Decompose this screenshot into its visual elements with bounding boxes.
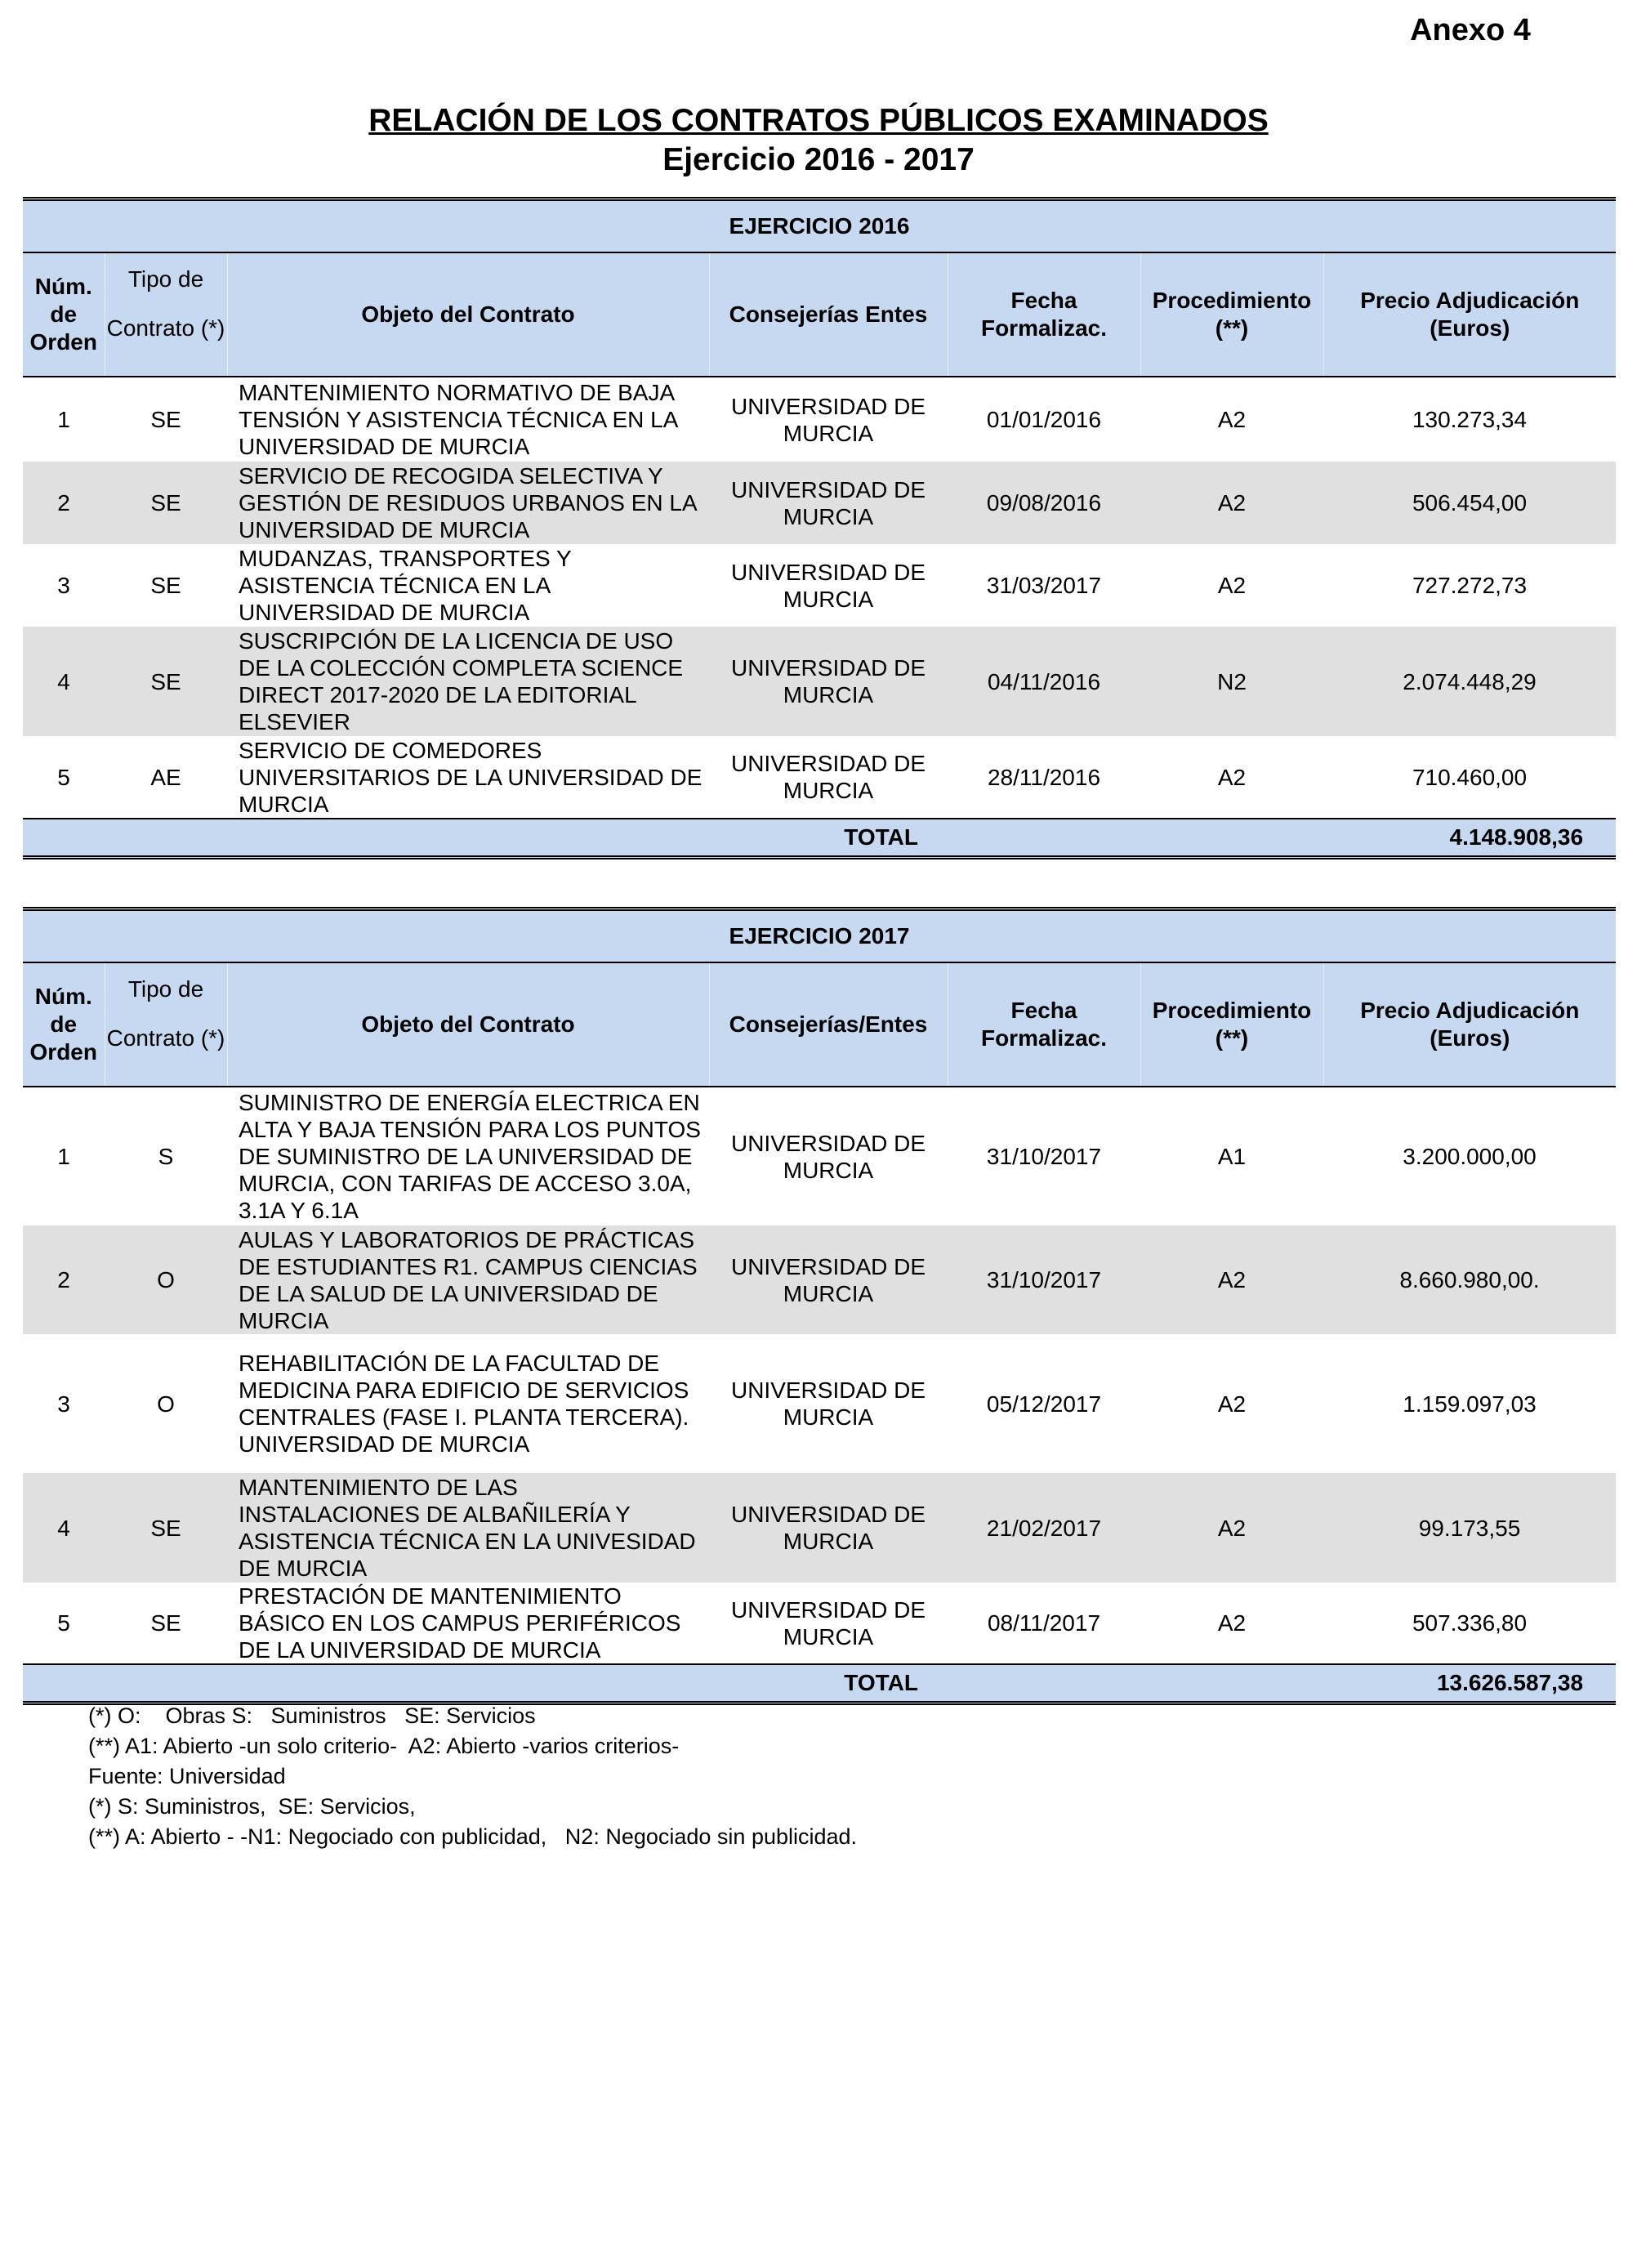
footnote: (**) A1: Abierto -un solo criterio- A2: Abierto -varios criterios- [88,1734,680,1758]
cell-fecha: 08/11/2017 [987,1610,1101,1636]
cell-proc: A2 [1217,1610,1247,1636]
cell-ente: UNIVERSIDAD DE MURCIA [709,1473,948,1583]
header-tipo [105,962,227,1087]
header-tipo-a: Tipo de [127,976,204,1002]
cell-num: 3 [57,1391,70,1417]
page-subtitle: Ejercicio 2016 - 2017 [662,142,975,177]
header-row [23,962,1616,1087]
cell-num: 2 [23,1226,105,1334]
table-row [23,462,1616,544]
cell-objeto: AULAS Y LABORATORIOS DE PRÁCTICAS DE ESTUDIANTES R1. CAMPUS CIENCIAS DE LA SALUD DE LA UNIVERSIDAD DE MURCIA [227,1226,709,1334]
cell-tipo: SE [150,573,181,598]
table-row [23,1087,1616,1226]
table-row [23,544,1616,627]
total-row [23,819,1616,858]
footnote: (*) O: Obras S: Suministros SE: Servicios [88,1703,536,1728]
header-tipo-b: Contrato (*) [106,1025,225,1051]
cell-proc: A2 [1217,764,1247,790]
footnote: Fuente: Universidad [88,1764,286,1788]
header-tipo [105,252,227,377]
header-procedimiento: Procedimiento (**) [1140,252,1323,377]
cell-proc: A2 [1217,573,1247,598]
header-consejerias: Consejerías Entes [709,252,948,377]
total-spacer [948,1664,1323,1703]
cell-precio: 710.460,00 [1412,764,1528,790]
cell-precio: 2.074.448,29 [1323,627,1616,736]
cell-proc: A2 [1217,1391,1247,1417]
header-num: Núm. de Orden [23,252,105,377]
table-row [23,377,1616,462]
cell-tipo: O [157,1391,175,1417]
cell-precio: 99.173,55 [1323,1473,1616,1583]
footnotes [88,1701,1314,1852]
cell-tipo: SE [105,627,227,736]
header-precio: Precio Adjudicación (Euros) [1323,962,1616,1087]
cell-tipo: SE [105,462,227,544]
cell-num: 4 [23,1473,105,1583]
table-row [23,1334,1616,1473]
cell-ente: UNIVERSIDAD DE MURCIA [709,462,948,544]
header-objeto: Objeto del Contrato [227,962,709,1087]
cell-objeto: SUMINISTRO DE ENERGÍA ELECTRICA EN ALTA Y BAJA TENSIÓN PARA LOS PUNTOS DE SUMINISTRO DE LA UNIVERSIDAD DE MURCIA, CON TARIFAS DE ACCESO 3.0A, 3.1A Y 6.1A [239,1090,701,1223]
cell-proc: A1 [1217,1144,1247,1169]
cell-objeto: PRESTACIÓN DE MANTENIMIENTO BÁSICO EN LOS CAMPUS PERIFÉRICOS DE LA UNIVERSIDAD DE MURCIA [239,1583,681,1663]
contracts-table-2017 [23,907,1616,1705]
cell-precio: 506.454,00 [1323,462,1616,544]
table-row [23,627,1616,736]
cell-proc: A2 [1140,462,1323,544]
ejercicio-row [23,909,1616,963]
cell-ente: UNIVERSIDAD DE MURCIA [709,1226,948,1334]
cell-fecha: 05/12/2017 [986,1391,1102,1417]
cell-fecha: 31/03/2017 [986,573,1102,598]
cell-ente: UNIVERSIDAD DE MURCIA [730,751,926,803]
cell-objeto: SERVICIO DE COMEDORES UNIVERSITARIOS DE LA UNIVERSIDAD DE MURCIA [239,737,703,817]
cell-objeto: MANTENIMIENTO NORMATIVO DE BAJA TENSIÓN Y ASISTENCIA TÉCNICA EN LA UNIVERSIDAD DE MURCIA [239,380,677,459]
contracts-table-2016 [23,197,1616,859]
cell-objeto: SUSCRIPCIÓN DE LA LICENCIA DE USO DE LA COLECCIÓN COMPLETA SCIENCE DIRECT 2017-2020 DE LA EDITORIAL ELSEVIER [227,627,709,736]
table-row [23,1583,1616,1664]
cell-fecha: 01/01/2016 [986,407,1102,432]
page-title: RELACIÓN DE LOS CONTRATOS PÚBLICOS EXAMINADOS [368,103,1269,138]
header-fecha: Fecha Formalizac. [948,252,1140,377]
cell-proc: N2 [1140,627,1323,736]
header-objeto: Objeto del Contrato [227,252,709,377]
ejercicio-label: EJERCICIO 2017 [23,909,1616,963]
cell-proc: A2 [1217,407,1247,432]
total-label: TOTAL [23,819,948,858]
cell-fecha: 31/10/2017 [948,1226,1140,1334]
cell-fecha: 21/02/2017 [948,1473,1140,1583]
cell-ente: UNIVERSIDAD DE MURCIA [709,627,948,736]
cell-fecha: 09/08/2016 [948,462,1140,544]
cell-ente: UNIVERSIDAD DE MURCIA [730,1130,926,1183]
total-spacer [948,819,1323,858]
header-precio: Precio Adjudicación (Euros) [1323,252,1616,377]
annex-label: Anexo 4 [1410,13,1531,47]
footnote: (**) A: Abierto - -N1: Negociado con publicidad, N2: Negociado sin publicidad. [88,1824,858,1849]
cell-precio: 727.272,73 [1412,573,1528,598]
cell-tipo: S [158,1144,174,1169]
ejercicio-row [23,199,1616,253]
header-procedimiento: Procedimiento (**) [1140,962,1323,1087]
cell-tipo: SE [150,407,181,432]
table-row [23,1473,1616,1583]
cell-objeto: MANTENIMIENTO DE LAS INSTALACIONES DE ALBAÑILERÍA Y ASISTENCIA TÉCNICA EN LA UNIVESIDAD DE MURCIA [227,1473,709,1583]
ejercicio-label: EJERCICIO 2016 [23,199,1616,253]
header-num: Núm. de Orden [23,962,105,1087]
cell-fecha: 31/10/2017 [986,1144,1102,1169]
table-row [23,736,1616,819]
cell-tipo: SE [105,1473,227,1583]
cell-num: 5 [57,1610,70,1636]
cell-precio: 8.660.980,00. [1323,1226,1616,1334]
cell-fecha: 04/11/2016 [948,627,1140,736]
cell-tipo: SE [150,1610,181,1636]
header-tipo-a: Tipo de [127,266,204,292]
header-fecha: Fecha Formalizac. [948,962,1140,1087]
cell-tipo: O [105,1226,227,1334]
cell-fecha: 28/11/2016 [987,764,1101,790]
cell-precio: 130.273,34 [1412,407,1528,432]
cell-objeto: REHABILITACIÓN DE LA FACULTAD DE MEDICINA PARA EDIFICIO DE SERVICIOS CENTRALES (FASE I. PLANTA TERCERA). UNIVERSIDAD DE MURCIA [239,1351,689,1457]
header-row [23,252,1616,377]
cell-proc: A2 [1140,1226,1323,1334]
cell-ente: UNIVERSIDAD DE MURCIA [730,1377,926,1430]
cell-num: 1 [57,1144,70,1169]
cell-num: 5 [57,764,70,790]
table-row [23,1226,1616,1334]
cell-num: 1 [57,407,70,432]
cell-precio: 507.336,80 [1412,1610,1528,1636]
header-consejerias: Consejerías/Entes [709,962,948,1087]
footnote: (*) S: Suministros, SE: Servicios, [88,1794,416,1819]
total-value: 13.626.587,38 [1323,1664,1616,1703]
cell-tipo: AE [150,764,181,790]
total-row [23,1664,1616,1703]
cell-proc: A2 [1140,1473,1323,1583]
total-label: TOTAL [23,1664,948,1703]
cell-ente: UNIVERSIDAD DE MURCIA [730,1596,926,1650]
cell-ente: UNIVERSIDAD DE MURCIA [730,559,926,612]
cell-ente: UNIVERSIDAD DE MURCIA [730,393,926,446]
cell-objeto: SERVICIO DE RECOGIDA SELECTIVA Y GESTIÓN DE RESIDUOS URBANOS EN LA UNIVERSIDAD DE MURCIA [227,462,709,544]
total-value: 4.148.908,36 [1323,819,1616,858]
cell-num: 2 [23,462,105,544]
cell-precio: 1.159.097,03 [1403,1391,1537,1417]
header-tipo-b: Contrato (*) [106,315,225,341]
cell-precio: 3.200.000,00 [1403,1144,1537,1169]
cell-num: 4 [23,627,105,736]
cell-objeto: MUDANZAS, TRANSPORTES Y ASISTENCIA TÉCNICA EN LA UNIVERSIDAD DE MURCIA [239,546,572,625]
cell-num: 3 [57,573,70,598]
